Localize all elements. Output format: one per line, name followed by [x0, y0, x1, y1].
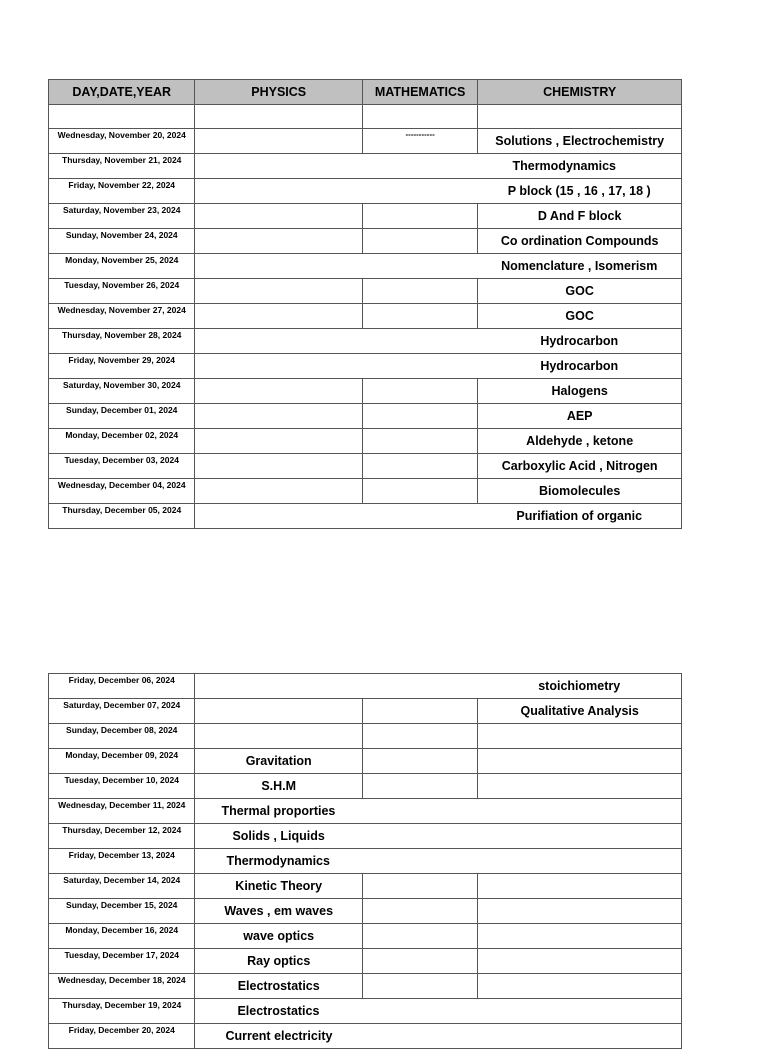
- mathematics-cell: [362, 924, 477, 949]
- date-cell: Saturday, November 23, 2024: [49, 204, 195, 229]
- cell: [362, 105, 477, 129]
- table-row: [49, 179, 682, 204]
- date-cell: Wednesday, November 27, 2024: [49, 304, 195, 329]
- chemistry-cell: GOC: [478, 279, 682, 304]
- date-cell: Thursday, December 05, 2024: [49, 504, 195, 529]
- mathematics-cell: [362, 774, 477, 799]
- date-cell: Wednesday, December 18, 2024: [49, 974, 195, 999]
- physics-cell: [195, 479, 363, 504]
- physics-cell: Electrostatics: [195, 974, 363, 999]
- chemistry-topic: Hydrocarbon: [540, 359, 619, 373]
- table-row: [49, 774, 682, 799]
- date-cell: Thursday, November 21, 2024: [49, 154, 195, 179]
- physics-cell: [195, 724, 363, 749]
- date-cell: Monday, December 16, 2024: [49, 924, 195, 949]
- physics-cell: [195, 304, 363, 329]
- table-row: [49, 949, 682, 974]
- physics-topic: Current electricity: [225, 1029, 333, 1043]
- chemistry-topic: P block (15 , 16 , 17, 18 ): [507, 184, 651, 198]
- table-row: [49, 749, 682, 774]
- chemistry-cell: [478, 899, 682, 924]
- chemistry-cell: Biomolecules: [478, 479, 682, 504]
- table-row: [49, 999, 682, 1024]
- physics-cell: [195, 454, 363, 479]
- date-cell: Sunday, November 24, 2024: [49, 229, 195, 254]
- table-row: [49, 674, 682, 699]
- physics-topic: Thermodynamics: [226, 854, 330, 868]
- chemistry-cell: [478, 874, 682, 899]
- chemistry-cell: [195, 354, 682, 379]
- chemistry-topic: Nomenclature , Isomerism: [501, 259, 658, 273]
- chemistry-cell: [478, 924, 682, 949]
- chemistry-cell: [195, 154, 682, 179]
- date-cell: Monday, December 09, 2024: [49, 749, 195, 774]
- header-mathematics: MATHEMATICS: [362, 80, 477, 105]
- chemistry-cell: Co ordination Compounds: [478, 229, 682, 254]
- table-row: [49, 154, 682, 179]
- cell: [195, 105, 363, 129]
- date-cell: Friday, November 29, 2024: [49, 354, 195, 379]
- chemistry-cell: GOC: [478, 304, 682, 329]
- mathematics-cell: [362, 949, 477, 974]
- date-cell: Thursday, December 12, 2024: [49, 824, 195, 849]
- physics-cell: Ray optics: [195, 949, 363, 974]
- mathematics-cell: [362, 899, 477, 924]
- schedule-table-lower: [48, 673, 682, 1049]
- mathematics-cell: [362, 724, 477, 749]
- header-physics: PHYSICS: [195, 80, 363, 105]
- physics-cell: Waves , em waves: [195, 899, 363, 924]
- table-row: [49, 849, 682, 874]
- physics-cell: [195, 204, 363, 229]
- physics-topic: Electrostatics: [237, 1004, 320, 1018]
- date-cell: Saturday, November 30, 2024: [49, 379, 195, 404]
- header-chemistry: CHEMISTRY: [478, 80, 682, 105]
- date-cell: Wednesday, December 04, 2024: [49, 479, 195, 504]
- table-row: [49, 429, 682, 454]
- cell: [478, 105, 682, 129]
- chemistry-cell: D And F block: [478, 204, 682, 229]
- chemistry-cell: [195, 329, 682, 354]
- date-cell: Wednesday, November 20, 2024: [49, 129, 195, 154]
- mathematics-cell: [362, 749, 477, 774]
- physics-cell: Kinetic Theory: [195, 874, 363, 899]
- mathematics-cell: [362, 304, 477, 329]
- physics-cell: [195, 129, 363, 154]
- mathematics-cell: [362, 229, 477, 254]
- physics-cell: [195, 279, 363, 304]
- chemistry-topic: Purifiation of organic: [516, 509, 643, 523]
- mathematics-cell: [362, 279, 477, 304]
- chemistry-topic: Hydrocarbon: [540, 334, 619, 348]
- chemistry-cell: Aldehyde , ketone: [478, 429, 682, 454]
- table-row: [49, 899, 682, 924]
- physics-cell: S.H.M: [195, 774, 363, 799]
- physics-cell: wave optics: [195, 924, 363, 949]
- chemistry-cell: [478, 974, 682, 999]
- table-row: [49, 404, 682, 429]
- date-cell: Friday, December 20, 2024: [49, 1024, 195, 1049]
- date-cell: Friday, November 22, 2024: [49, 179, 195, 204]
- table-row: [49, 799, 682, 824]
- date-cell: Saturday, December 14, 2024: [49, 874, 195, 899]
- header-day: DAY,DATE,YEAR: [49, 80, 195, 105]
- chemistry-cell: [478, 949, 682, 974]
- date-cell: Tuesday, December 03, 2024: [49, 454, 195, 479]
- table-row: [49, 504, 682, 529]
- physics-cell: [195, 379, 363, 404]
- date-cell: Monday, November 25, 2024: [49, 254, 195, 279]
- physics-cell: [195, 699, 363, 724]
- mathematics-cell: [362, 699, 477, 724]
- table-row: [49, 824, 682, 849]
- table-row: [49, 129, 682, 154]
- table-row: [49, 204, 682, 229]
- schedule-table-upper: [48, 79, 682, 529]
- mathematics-cell: [362, 204, 477, 229]
- table-row: [49, 279, 682, 304]
- date-cell: Thursday, November 28, 2024: [49, 329, 195, 354]
- chemistry-cell: Carboxylic Acid , Nitrogen: [478, 454, 682, 479]
- blank-row: [49, 105, 682, 129]
- date-cell: Thursday, December 19, 2024: [49, 999, 195, 1024]
- table-row: [49, 874, 682, 899]
- physics-topic: Thermal proporties: [221, 804, 336, 818]
- chemistry-cell: [195, 504, 682, 529]
- chemistry-cell: [195, 674, 682, 699]
- table-row: [49, 699, 682, 724]
- date-cell: Tuesday, November 26, 2024: [49, 279, 195, 304]
- mathematics-cell: [362, 404, 477, 429]
- date-cell: Sunday, December 08, 2024: [49, 724, 195, 749]
- mathematics-cell: [362, 454, 477, 479]
- cell: [49, 105, 195, 129]
- table-row: [49, 229, 682, 254]
- physics-cell: [195, 824, 682, 849]
- chemistry-cell: AEP: [478, 404, 682, 429]
- date-cell: Saturday, December 07, 2024: [49, 699, 195, 724]
- table-row: [49, 354, 682, 379]
- date-cell: Sunday, December 15, 2024: [49, 899, 195, 924]
- physics-cell: [195, 999, 682, 1024]
- table-row: [49, 974, 682, 999]
- physics-cell: [195, 229, 363, 254]
- chemistry-cell: [195, 254, 682, 279]
- physics-cell: [195, 1024, 682, 1049]
- physics-cell: [195, 799, 682, 824]
- chemistry-cell: [478, 774, 682, 799]
- mathematics-cell: [362, 874, 477, 899]
- mathematics-cell: [362, 974, 477, 999]
- mathematics-cell: [362, 379, 477, 404]
- date-cell: Friday, December 06, 2024: [49, 674, 195, 699]
- table-row: [49, 379, 682, 404]
- date-cell: Monday, December 02, 2024: [49, 429, 195, 454]
- table-row: [49, 304, 682, 329]
- physics-cell: [195, 404, 363, 429]
- physics-cell: [195, 429, 363, 454]
- date-cell: Tuesday, December 10, 2024: [49, 774, 195, 799]
- chemistry-cell: [195, 179, 682, 204]
- table-row: [49, 724, 682, 749]
- physics-topic: Solids , Liquids: [232, 829, 325, 843]
- date-cell: Friday, December 13, 2024: [49, 849, 195, 874]
- chemistry-cell: [478, 749, 682, 774]
- table-row: [49, 454, 682, 479]
- table-row: [49, 924, 682, 949]
- chemistry-cell: Solutions , Electrochemistry: [478, 129, 682, 154]
- mathematics-cell: -----------: [362, 129, 477, 154]
- mathematics-cell: [362, 429, 477, 454]
- date-cell: Wednesday, December 11, 2024: [49, 799, 195, 824]
- chemistry-cell: Halogens: [478, 379, 682, 404]
- date-cell: Sunday, December 01, 2024: [49, 404, 195, 429]
- chemistry-cell: [478, 724, 682, 749]
- header-row: [49, 80, 682, 105]
- chemistry-cell: Qualitative Analysis: [478, 699, 682, 724]
- date-cell: Tuesday, December 17, 2024: [49, 949, 195, 974]
- table-row: [49, 254, 682, 279]
- table-row: [49, 329, 682, 354]
- table-row: [49, 479, 682, 504]
- table-row: [49, 1024, 682, 1049]
- chemistry-topic: stoichiometry: [538, 679, 621, 693]
- physics-cell: [195, 849, 682, 874]
- physics-cell: Gravitation: [195, 749, 363, 774]
- chemistry-topic: Thermodynamics: [512, 159, 616, 173]
- mathematics-cell: [362, 479, 477, 504]
